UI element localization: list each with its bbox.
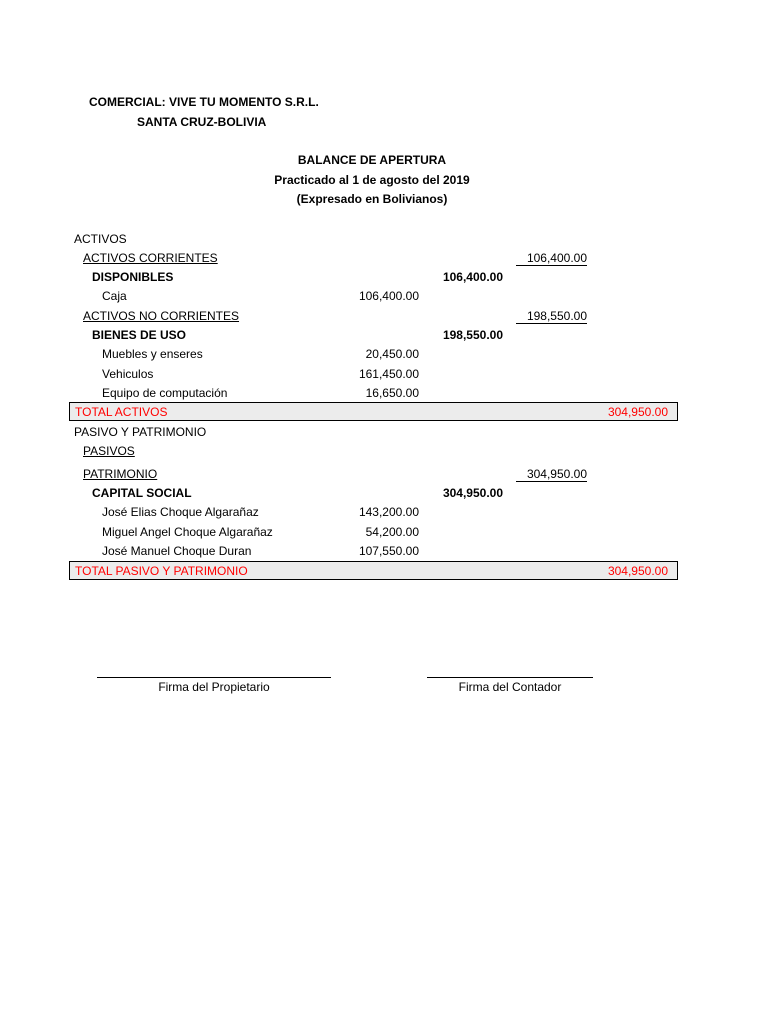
disponibles-subtotal: 106,400.00: [442, 270, 503, 284]
accountant-signature-label: Firma del Contador: [458, 680, 562, 694]
item-name: Muebles y enseres: [102, 347, 203, 361]
bienes-de-uso-subtotal: 198,550.00: [442, 328, 503, 342]
item-value: 143,200.00: [358, 505, 419, 519]
item-name: José Manuel Choque Duran: [102, 544, 252, 558]
activos-no-corrientes-label: ACTIVOS NO CORRIENTES: [83, 309, 240, 323]
capital-social-subtotal: 304,950.00: [442, 486, 503, 500]
item-name: Miguel Angel Choque Algarañaz: [102, 525, 273, 539]
item-name: José Elias Choque Algarañaz: [102, 505, 259, 519]
activos-heading: ACTIVOS: [74, 232, 127, 246]
patrimonio-total: 304,950.00: [516, 468, 587, 482]
item-value: 107,550.00: [358, 544, 419, 558]
capital-social-label: CAPITAL SOCIAL: [92, 486, 192, 500]
disponibles-label: DISPONIBLES: [92, 270, 174, 284]
item-name: Caja: [102, 289, 127, 303]
report-currency: (Expresado en Bolivianos): [296, 192, 448, 206]
total-pasivo-patrimonio-row: [69, 561, 678, 580]
pasivo-patrimonio-heading: PASIVO Y PATRIMONIO: [74, 425, 207, 439]
company-name: COMERCIAL: VIVE TU MOMENTO S.R.L.: [89, 95, 319, 109]
total-activos-value: 304,950.00: [607, 405, 668, 419]
patrimonio-label: PATRIMONIO: [83, 467, 158, 481]
item-value: 161,450.00: [358, 367, 419, 381]
item-value: 16,650.00: [365, 386, 419, 400]
company-location: SANTA CRUZ-BOLIVIA: [137, 115, 267, 129]
item-name: Vehiculos: [102, 367, 154, 381]
item-name: Equipo de computación: [102, 386, 228, 400]
item-value: 54,200.00: [365, 525, 419, 539]
activos-no-corrientes-total: 198,550.00: [516, 310, 587, 324]
total-activos-row: [69, 402, 678, 421]
bienes-de-uso-label: BIENES DE USO: [92, 328, 187, 342]
total-pasivo-patrimonio-label: TOTAL PASIVO Y PATRIMONIO: [75, 564, 248, 578]
owner-signature-label: Firma del Propietario: [158, 680, 270, 694]
item-value: 20,450.00: [365, 347, 419, 361]
accountant-signature-line: [427, 677, 593, 678]
report-title: BALANCE DE APERTURA: [297, 153, 447, 167]
total-activos-label: TOTAL ACTIVOS: [75, 405, 168, 419]
total-pasivo-patrimonio-value: 304,950.00: [607, 564, 668, 578]
activos-corrientes-label: ACTIVOS CORRIENTES: [83, 251, 218, 265]
item-value: 106,400.00: [358, 289, 419, 303]
pasivos-label: PASIVOS: [83, 444, 135, 458]
owner-signature-line: [97, 677, 331, 678]
activos-corrientes-total: 106,400.00: [516, 252, 587, 266]
report-date: Practicado al 1 de agosto del 2019: [274, 173, 470, 187]
